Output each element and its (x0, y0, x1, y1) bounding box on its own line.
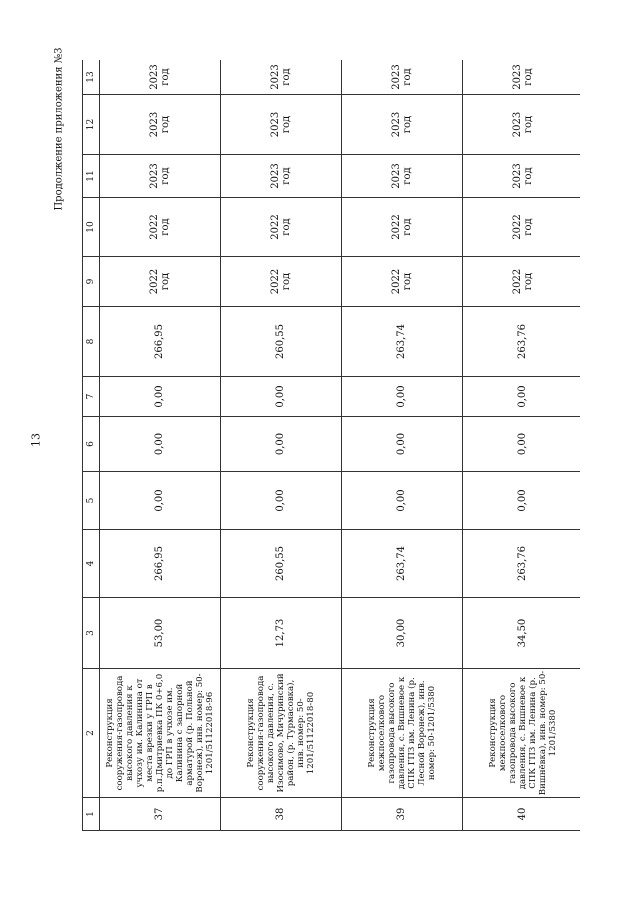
year-unit: год (281, 167, 292, 185)
year-value: 2023 (390, 163, 402, 189)
year-value: 2023 (511, 111, 523, 138)
row-number: 37 (100, 798, 221, 831)
year-unit: год (523, 272, 534, 291)
table-row (221, 60, 342, 831)
year-col9 (463, 257, 581, 307)
table-row (342, 60, 463, 831)
cell-col7: 0,00 (100, 377, 221, 417)
object-description: Реконструкция межпоселкового газопровода высокого давления, с. Вишневое к СПК ГПЗ им. Ленина (р. Вишнёвка), инв. номер: 50-1201/5380 (463, 669, 581, 798)
year-value: 2022 (148, 214, 160, 240)
year-value: 2022 (511, 214, 523, 240)
year-value: 2023 (511, 64, 523, 90)
year-unit: год (523, 167, 534, 185)
year-unit: год (523, 68, 534, 86)
column-number: 10 (83, 198, 100, 257)
year-value: 2023 (269, 163, 281, 189)
cell-col5: 0,00 (463, 472, 581, 530)
year-col11 (463, 155, 581, 198)
column-number: 8 (83, 307, 100, 377)
year-value: 2023 (511, 163, 523, 189)
column-number: 6 (83, 417, 100, 472)
cell-col6: 0,00 (100, 417, 221, 472)
year-unit: год (523, 218, 534, 236)
cell-col3: 30,00 (342, 598, 463, 669)
year-col10 (100, 198, 221, 257)
year-value: 2023 (148, 163, 160, 189)
object-description: Реконструкция сооружения-газопровода высокого давления к учхозу им. Калинина от места врезки у ГРП в р.п.Дмитриевка ПК 0+6,0 до ГРП в учхозе им. Калинина с запорной арматурой (р. Польной Воронеж), инв. номер: 50-1201/51122018-96 (100, 669, 221, 798)
year-col11 (221, 155, 342, 198)
year-value: 2022 (269, 214, 281, 240)
rotated-table-container (82, 60, 580, 831)
column-number: 4 (83, 530, 100, 598)
table-row (100, 60, 221, 831)
year-unit: год (402, 115, 413, 134)
year-unit: год (523, 115, 534, 134)
column-number: 1 (83, 798, 100, 831)
cell-col6: 0,00 (221, 417, 342, 472)
cell-col8: 263,74 (342, 307, 463, 377)
year-unit: год (160, 115, 171, 134)
column-number: 7 (83, 377, 100, 417)
year-col12 (100, 95, 221, 155)
year-col12 (342, 95, 463, 155)
year-value: 2022 (390, 214, 402, 240)
cell-col7: 0,00 (463, 377, 581, 417)
row-number: 38 (221, 798, 342, 831)
year-value: 2023 (269, 64, 281, 90)
column-number: 2 (83, 669, 100, 798)
year-value: 2023 (390, 64, 402, 90)
year-unit: год (160, 167, 171, 185)
page-number: 13 (29, 433, 43, 447)
column-number: 9 (83, 257, 100, 307)
year-col11 (100, 155, 221, 198)
cell-col3: 12,73 (221, 598, 342, 669)
year-col9 (342, 257, 463, 307)
column-number: 3 (83, 598, 100, 669)
year-unit: год (402, 167, 413, 185)
year-unit: год (281, 218, 292, 236)
year-col11 (342, 155, 463, 198)
table-row (463, 60, 581, 831)
year-unit: год (402, 218, 413, 236)
year-unit: год (160, 218, 171, 236)
year-col13 (342, 60, 463, 95)
cell-col3: 34,50 (463, 598, 581, 669)
column-number: 12 (83, 95, 100, 155)
year-col10 (221, 198, 342, 257)
year-value: 2022 (390, 268, 402, 295)
year-value: 2023 (390, 111, 402, 138)
objects-table (82, 60, 580, 831)
year-col13 (221, 60, 342, 95)
year-value: 2022 (511, 268, 523, 295)
cell-col4: 263,76 (463, 530, 581, 598)
cell-col8: 266,95 (100, 307, 221, 377)
year-value: 2023 (269, 111, 281, 138)
column-number: 11 (83, 155, 100, 198)
year-col13 (463, 60, 581, 95)
cell-col7: 0,00 (342, 377, 463, 417)
cell-col4: 266,95 (100, 530, 221, 598)
year-col10 (463, 198, 581, 257)
cell-col5: 0,00 (342, 472, 463, 530)
year-col9 (100, 257, 221, 307)
cell-col5: 0,00 (221, 472, 342, 530)
cell-col4: 260,55 (221, 530, 342, 598)
year-col10 (342, 198, 463, 257)
cell-col6: 0,00 (342, 417, 463, 472)
cell-col7: 0,00 (221, 377, 342, 417)
cell-col4: 263,74 (342, 530, 463, 598)
year-unit: год (281, 115, 292, 134)
cell-col8: 260,55 (221, 307, 342, 377)
object-description: Реконструкция сооружения-газопровода высокого давления, с. Изосимово, Мичуринский район, (р. Турмасовка), инв. номер: 50-1201/51122018-80 (221, 669, 342, 798)
column-number: 5 (83, 472, 100, 530)
year-col13 (100, 60, 221, 95)
cell-col5: 0,00 (100, 472, 221, 530)
column-number-row (83, 60, 100, 831)
appendix-continuation-note: Продолжение приложения №3 (53, 47, 65, 211)
row-number: 40 (463, 798, 581, 831)
year-value: 2022 (148, 268, 160, 295)
year-unit: год (160, 272, 171, 291)
year-col9 (221, 257, 342, 307)
year-value: 2023 (148, 111, 160, 138)
year-unit: год (402, 68, 413, 86)
object-description: Реконструкция межпоселкового газопровода высокого давления, с. Вишневое к СПК ГПЗ им. Ленина (р. Лесной Воронеж), инв. номер: 50-1201/5380 (342, 669, 463, 798)
cell-col3: 53,00 (100, 598, 221, 669)
year-unit: год (281, 68, 292, 86)
column-number: 13 (83, 60, 100, 95)
year-value: 2023 (148, 64, 160, 90)
year-col12 (463, 95, 581, 155)
cell-col8: 263,76 (463, 307, 581, 377)
year-value: 2022 (269, 268, 281, 295)
row-number: 39 (342, 798, 463, 831)
year-unit: год (281, 272, 292, 291)
year-col12 (221, 95, 342, 155)
year-unit: год (402, 272, 413, 291)
cell-col6: 0,00 (463, 417, 581, 472)
year-unit: год (160, 68, 171, 86)
